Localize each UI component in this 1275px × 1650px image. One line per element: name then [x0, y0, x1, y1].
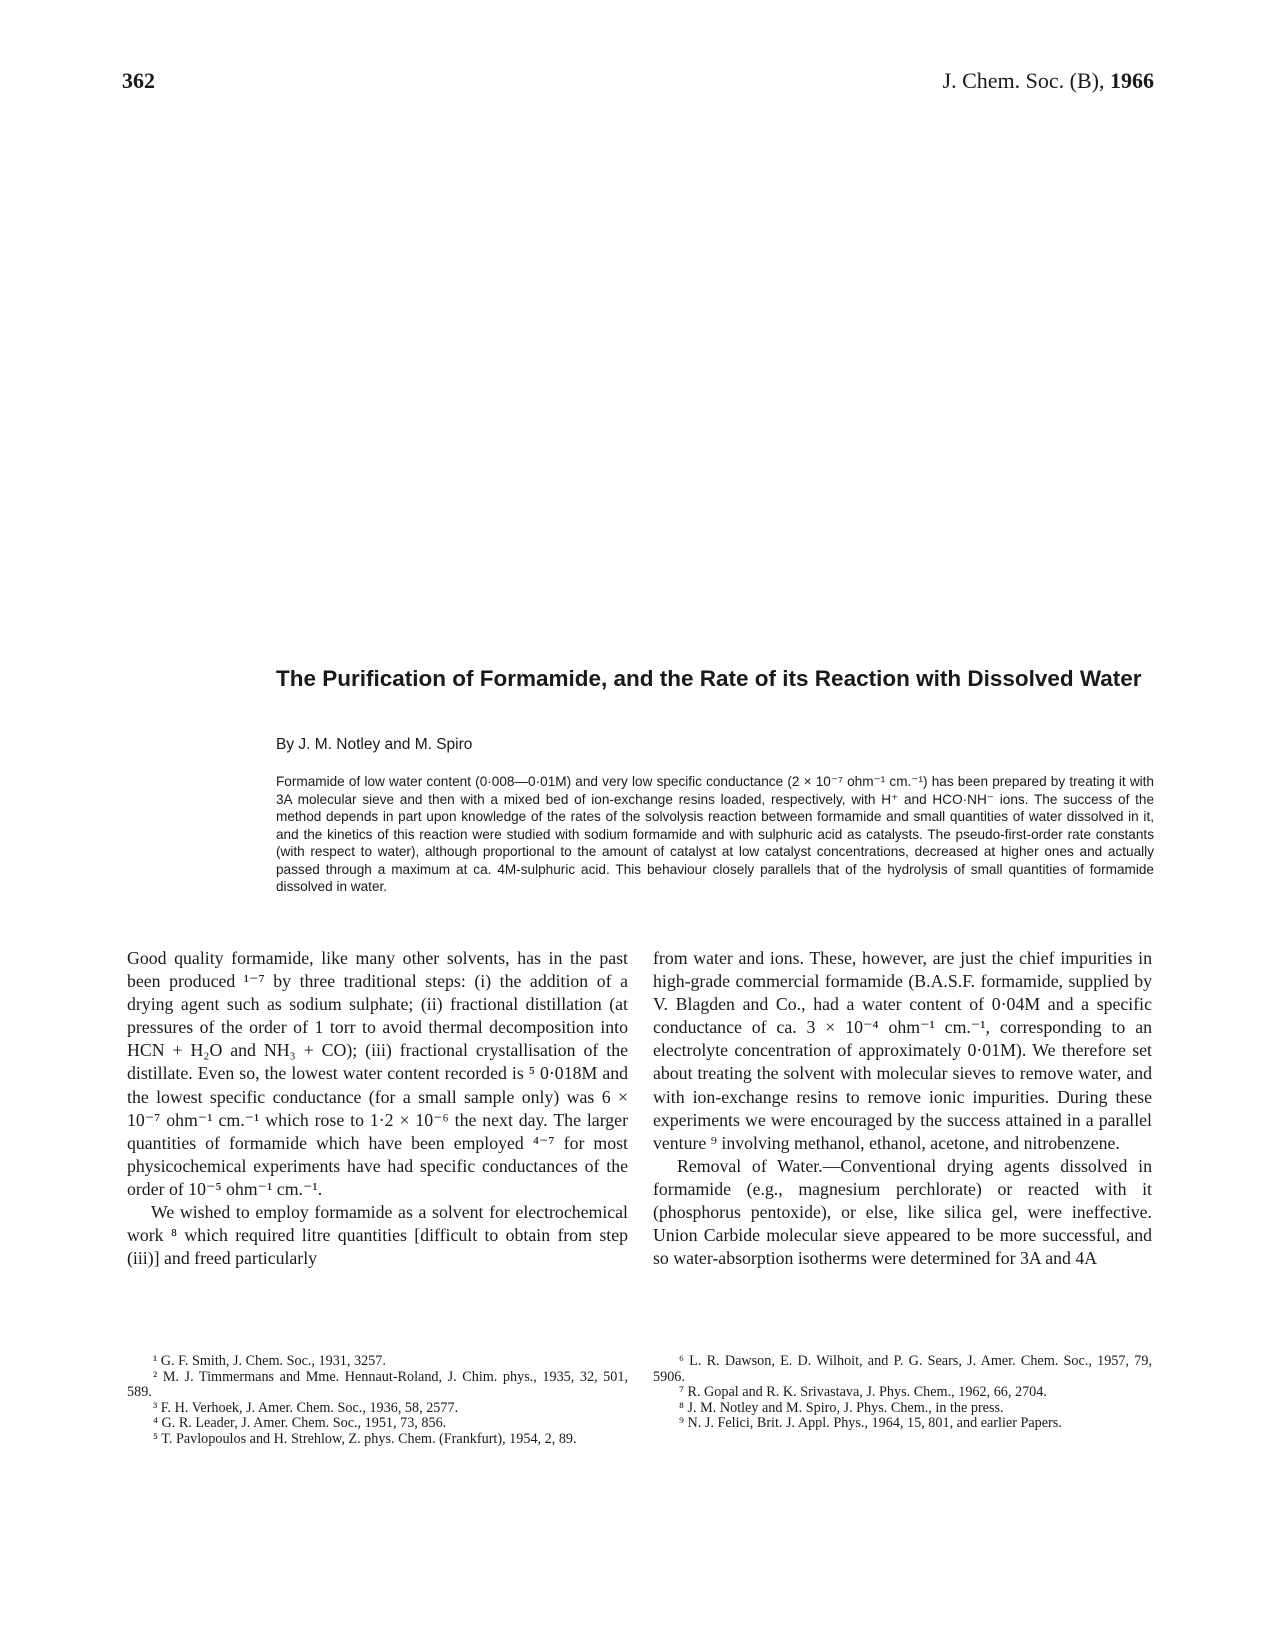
footnotes-left	[127, 1354, 628, 1448]
page-number: 362	[122, 68, 155, 93]
footnote: ² M. J. Timmermans and Mme. Hennaut-Roland, J. Chim. phys., 1935, 32, 501, 589.	[127, 1368, 628, 1401]
body-paragraph: from water and ions. These, however, are just the chief impurities in high-grade commercial formamide (B.A.S.F. formamide, supplied by V. Blagden and Co., had a water content of 0·04M and a specific conductance of ca. 3 × 10⁻⁴ ohm⁻¹ cm.⁻¹, corresponding to an electrolyte concentration of approximately 0·01M). We therefore set about treating the solvent with molecular sieves to remove water, and with ion-exchange resins to remove ionic impurities. During these experiments we were encouraged by the success attained in a parallel venture ⁹ involving methanol, ethanol, acetone, and nitrobenzene.	[653, 948, 1152, 1153]
body-column-left	[127, 947, 628, 1270]
body-paragraph: We wished to employ formamide as a solvent for electrochemical work ⁸ which required litre quantities [difficult to obtain from step (iii)] and freed particularly	[127, 1202, 628, 1269]
footnote: ⁸ J. M. Notley and M. Spiro, J. Phys. Chem., in the press.	[679, 1399, 1004, 1416]
running-head	[943, 68, 1154, 94]
footnote: ⁴ G. R. Leader, J. Amer. Chem. Soc., 1951, 73, 856.	[153, 1415, 447, 1432]
body-paragraph: Good quality formamide, like many other solvents, has in the past been produced ¹⁻⁷ by three traditional steps: (i) the addition of a drying agent such as sodium sulphate; (ii) fractional distillation (at pressures of the order of 1 torr to avoid thermal decomposition into HCN + H₂O and NH₃ + CO); (iii) fractional crystallisation of the distillate. Even so, the lowest water content recorded is ⁵ 0·018M and the lowest specific conductance (for a small sample only) was 6 × 10⁻⁷ ohm⁻¹ cm.⁻¹ which rose to 1·2 × 10⁻⁶ the next day. The larger quantities of formamide which have been employed ⁴⁻⁷ for most physicochemical experiments have had specific conductances of the order of 10⁻⁵ ohm⁻¹ cm.⁻¹.	[127, 948, 628, 1199]
author-byline: By J. M. Notley and M. Spiro	[276, 736, 473, 753]
footnote: ⁷ R. Gopal and R. K. Srivastava, J. Phys. Chem., 1962, 66, 2704.	[679, 1384, 1047, 1401]
body-paragraph: Removal of Water.—Conventional drying agents dissolved in formamide (e.g., magnesium perchlorate) or reacted with it (phosphorus pentoxide), or else, like silica gel, were ineffective. Union Carbide molecular sieve appeared to be more successful, and so water-absorption isotherms were determined for 3A and 4A	[653, 1155, 1152, 1269]
article-title: The Purification of Formamide, and the Rate of its Reaction with Dissolved Water	[276, 666, 1142, 691]
journal-year: 1966	[1110, 68, 1154, 93]
abstract: Formamide of low water content (0·008—0·01M) and very low specific conductance (2 × 10⁻⁷ ohm⁻¹ cm.⁻¹) has been prepared by treating it with 3A molecular sieve and then with a mixed bed of ion-exchange resins loaded, respectively, with H⁺ and HCO·NH⁻ ions. The success of the method depends in part upon knowledge of the rates of the solvolysis reaction between formamide and small quantities of water dissolved in it, and the kinetics of this reaction were studied with sodium formamide and with sulphuric acid as catalysts. The pseudo-first-order rate constants (with respect to water), although proportional to the amount of catalyst at low catalyst concentrations, decreased at higher ones and actually passed through a maximum at ca. 4M-sulphuric acid. This behaviour closely parallels that of the hydrolysis of small quantities of formamide dissolved in water.	[276, 774, 1154, 894]
body-column-right	[653, 947, 1152, 1270]
footnote: ⁹ N. J. Felici, Brit. J. Appl. Phys., 1964, 15, 801, and earlier Papers.	[679, 1415, 1062, 1432]
footnote: ⁵ T. Pavlopoulos and H. Strehlow, Z. phys. Chem. (Frankfurt), 1954, 2, 89.	[153, 1430, 577, 1447]
footnote: ³ F. H. Verhoek, J. Amer. Chem. Soc., 1936, 58, 2577.	[153, 1399, 459, 1416]
footnote: ¹ G. F. Smith, J. Chem. Soc., 1931, 3257.	[153, 1353, 386, 1369]
footnotes-right	[653, 1354, 1152, 1432]
footnote: ⁶ L. R. Dawson, E. D. Wilhoit, and P. G. Sears, J. Amer. Chem. Soc., 1957, 79, 5906.	[653, 1353, 1152, 1385]
journal-name: J. Chem. Soc. (B),	[942, 68, 1110, 93]
